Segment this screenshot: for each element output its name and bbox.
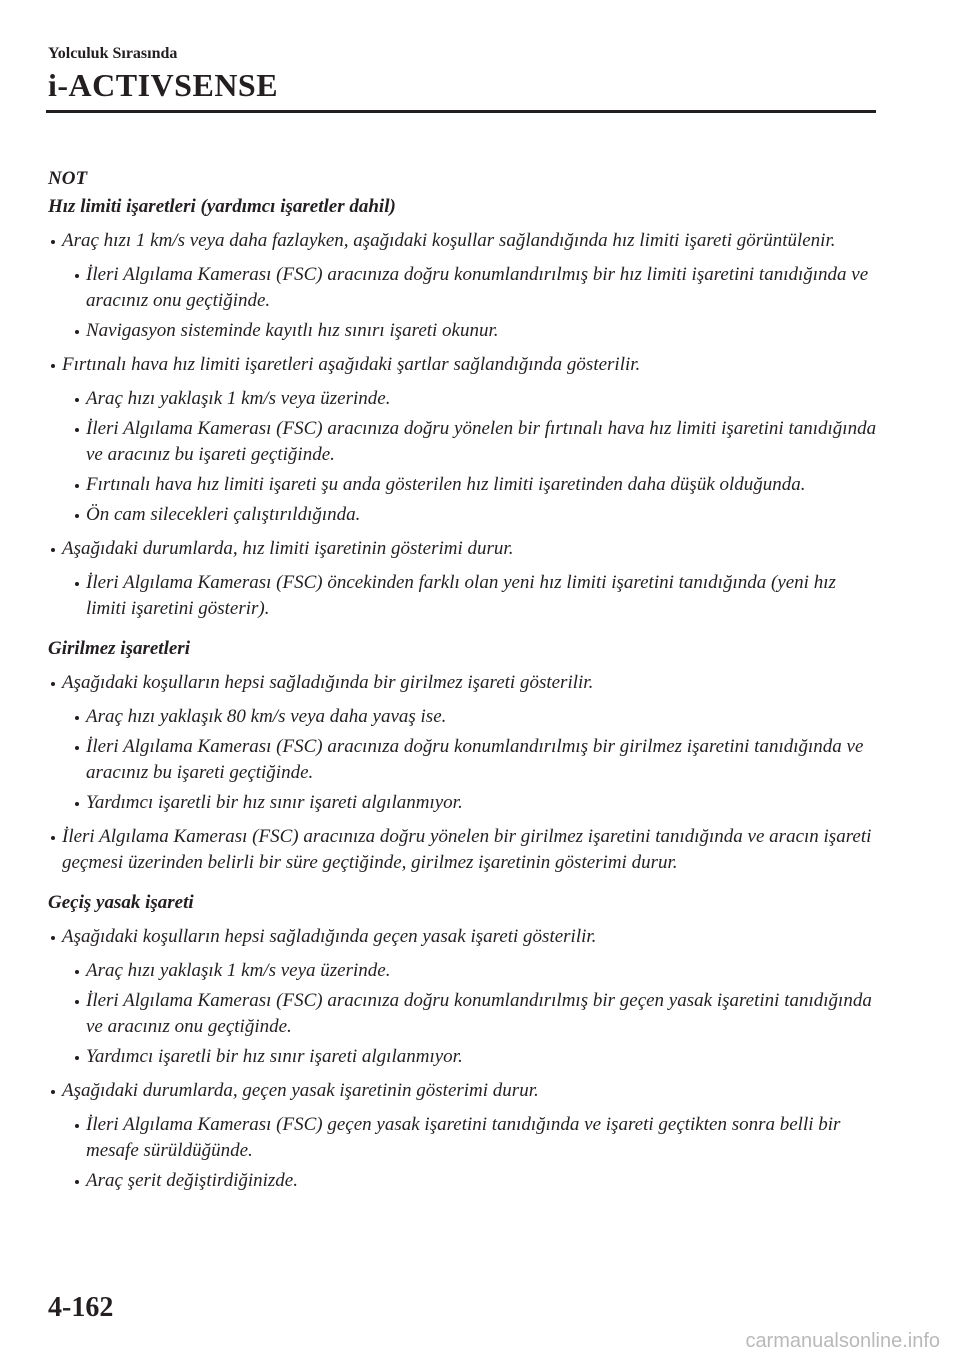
page-number: 4-162 [48, 1292, 114, 1323]
list-item: İleri Algılama Kamerası (FSC) aracınıza doğru konumlandırılmış bir hız limiti işaretini tanıdığında ve aracınız onu geçtiğinde. [72, 262, 878, 314]
speed-limit-heading: Hız limiti işaretleri (yardımcı işaretler dahil) [48, 196, 396, 217]
list-item: Araç hızı yaklaşık 80 km/s veya daha yavaş ise. [72, 704, 878, 730]
list-item: Navigasyon sisteminde kayıtlı hız sınırı işareti okunur. [72, 318, 878, 344]
bullet-icon [75, 1000, 79, 1004]
bullet-icon [75, 582, 79, 586]
header-divider [46, 110, 876, 113]
list-item: İleri Algılama Kamerası (FSC) aracınıza doğru konumlandırılmış bir girilmez işaretini tanıdığında ve aracınız bu işareti geçtiğinde. [72, 734, 878, 786]
list-item: İleri Algılama Kamerası (FSC) öncekinden farklı olan yeni hız limiti işaretini tanıdığında (yeni hız limiti işaretini gösterir). [72, 570, 878, 622]
list-item: Yardımcı işaretli bir hız sınır işareti algılanmıyor. [72, 1044, 878, 1070]
list-item: Fırtınalı hava hız limiti işareti şu anda gösterilen hız limiti işaretinden daha düşük olduğunda. [72, 472, 878, 498]
bullet-icon [51, 1090, 55, 1094]
bullet-icon [75, 970, 79, 974]
list-item: Fırtınalı hava hız limiti işaretleri aşağıdaki şartlar sağlandığında gösterilir. [48, 352, 878, 378]
list-item: Araç şerit değiştirdiğinizde. [72, 1168, 878, 1194]
bullet-icon [75, 1056, 79, 1060]
chapter-title: i-ACTIVSENSE [48, 67, 279, 103]
list-item: Araç hızı yaklaşık 1 km/s veya üzerinde. [72, 958, 878, 984]
bullet-icon [51, 936, 55, 940]
bullet-icon [51, 240, 55, 244]
list-item: İleri Algılama Kamerası (FSC) geçen yasak işaretini tanıdığında ve işareti geçtikten sonra belli bir mesafe sürüldüğünde. [72, 1112, 878, 1164]
list-item: Ön cam silecekleri çalıştırıldığında. [72, 502, 878, 528]
bullet-icon [51, 548, 55, 552]
list-item: Aşağıdaki koşulların hepsi sağladığında geçen yasak işareti gösterilir. [48, 924, 878, 950]
bullet-icon [75, 330, 79, 334]
bullet-icon [75, 1124, 79, 1128]
bullet-icon [51, 836, 55, 840]
list-item: Aşağıdaki koşulların hepsi sağladığında bir girilmez işareti gösterilir. [48, 670, 878, 696]
list-item: Araç hızı 1 km/s veya daha fazlayken, aşağıdaki koşullar sağlandığında hız limiti işareti görüntülenir. [48, 228, 878, 254]
page-header [48, 44, 278, 104]
no-passing-heading: Geçiş yasak işareti [48, 892, 194, 913]
note-content [48, 166, 878, 1194]
bullet-icon [51, 364, 55, 368]
bullet-icon [75, 484, 79, 488]
section-label: Yolculuk Sırasında [48, 45, 178, 62]
watermark: carmanualsonline.info [745, 1330, 940, 1352]
list-item: Araç hızı yaklaşık 1 km/s veya üzerinde. [72, 386, 878, 412]
list-item: İleri Algılama Kamerası (FSC) aracınıza doğru yönelen bir girilmez işaretini tanıdığında ve aracın işareti geçmesi üzerinden belirli bir süre geçtiğinde, girilmez işaretinin gösterimi durur. [48, 824, 878, 876]
list-item: Yardımcı işaretli bir hız sınır işareti algılanmıyor. [72, 790, 878, 816]
list-item: Aşağıdaki durumlarda, geçen yasak işaretinin gösterimi durur. [48, 1078, 878, 1104]
bullet-icon [75, 428, 79, 432]
list-item: İleri Algılama Kamerası (FSC) aracınıza doğru konumlandırılmış bir geçen yasak işaretini tanıdığında ve aracınız onu geçtiğinde. [72, 988, 878, 1040]
bullet-icon [75, 746, 79, 750]
no-entry-heading: Girilmez işaretleri [48, 638, 190, 659]
list-item: Aşağıdaki durumlarda, hız limiti işaretinin gösterimi durur. [48, 536, 878, 562]
list-item: İleri Algılama Kamerası (FSC) aracınıza doğru yönelen bir fırtınalı hava hız limiti işaretini tanıdığında ve aracınız bu işareti geçtiğinde. [72, 416, 878, 468]
bullet-icon [75, 802, 79, 806]
bullet-icon [75, 398, 79, 402]
note-label: NOT [48, 168, 88, 189]
bullet-icon [75, 514, 79, 518]
bullet-icon [75, 1180, 79, 1184]
bullet-icon [75, 274, 79, 278]
bullet-icon [75, 716, 79, 720]
bullet-icon [51, 682, 55, 686]
